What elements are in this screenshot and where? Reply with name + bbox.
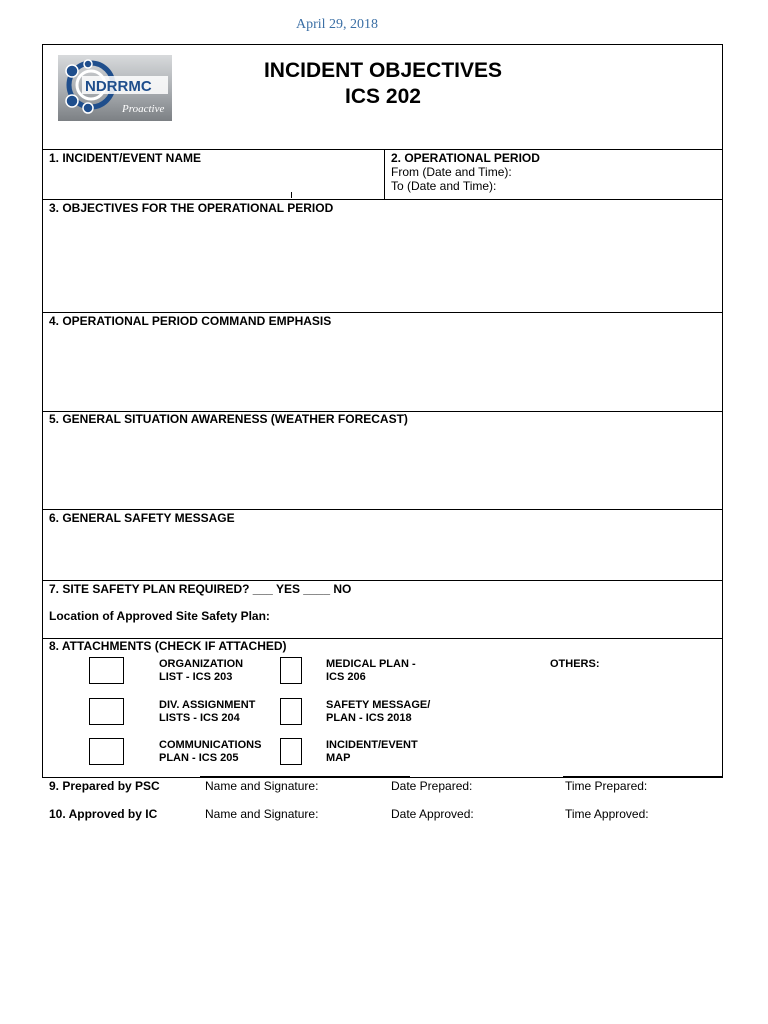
divider bbox=[43, 580, 722, 581]
divider bbox=[43, 149, 722, 150]
attachment-label-medical: MEDICAL PLAN - ICS 206 bbox=[326, 658, 416, 683]
date-approved[interactable]: Date Approved: bbox=[391, 807, 474, 821]
divider bbox=[43, 509, 722, 510]
attachment-checkbox[interactable] bbox=[89, 698, 124, 725]
approved-by-label: 10. Approved by IC bbox=[49, 807, 158, 821]
attachment-label-communications: COMMUNICATIONS PLAN - ICS 205 bbox=[159, 739, 262, 764]
prepared-by-label: 9. Prepared by PSC bbox=[49, 779, 160, 793]
form-title-line2: ICS 202 bbox=[345, 85, 421, 108]
operational-period-label: 2. OPERATIONAL PERIOD bbox=[391, 151, 540, 165]
attachment-checkbox[interactable] bbox=[280, 698, 302, 725]
attachment-others[interactable]: OTHERS: bbox=[550, 658, 600, 670]
attachment-label-safety-message: SAFETY MESSAGE/ PLAN - ICS 2018 bbox=[326, 699, 431, 724]
attachments-label: 8. ATTACHMENTS (CHECK IF ATTACHED) bbox=[49, 639, 287, 653]
attachment-checkbox[interactable] bbox=[280, 657, 302, 684]
approved-name-signature[interactable]: Name and Signature: bbox=[205, 807, 319, 821]
logo-text: NDRRMC bbox=[85, 78, 152, 95]
ndrrmc-logo bbox=[58, 55, 172, 121]
divider bbox=[291, 192, 292, 198]
attachment-label-incident-map: INCIDENT/EVENT MAP bbox=[326, 739, 418, 764]
form-title bbox=[183, 58, 583, 110]
site-safety-plan-location[interactable]: Location of Approved Site Safety Plan: bbox=[49, 609, 270, 623]
time-approved[interactable]: Time Approved: bbox=[565, 807, 649, 821]
period-from-field[interactable]: From (Date and Time): bbox=[391, 165, 512, 179]
incident-name-field[interactable]: 1. INCIDENT/EVENT NAME bbox=[49, 151, 202, 165]
divider bbox=[43, 312, 722, 313]
objectives-field[interactable]: 3. OBJECTIVES FOR THE OPERATIONAL PERIOD bbox=[49, 201, 334, 215]
divider bbox=[43, 199, 722, 200]
attachment-label-organization: ORGANIZATION LIST - ICS 203 bbox=[159, 658, 244, 683]
prepared-name-signature[interactable]: Name and Signature: bbox=[205, 779, 319, 793]
header-date: April 29, 2018 bbox=[296, 17, 379, 32]
attachment-checkbox[interactable] bbox=[280, 738, 302, 765]
date-prepared[interactable]: Date Prepared: bbox=[391, 779, 473, 793]
site-safety-plan-question[interactable]: 7. SITE SAFETY PLAN REQUIRED? ___ YES ____ NO bbox=[49, 582, 352, 596]
signature-line bbox=[200, 776, 410, 777]
command-emphasis-field[interactable]: 4. OPERATIONAL PERIOD COMMAND EMPHASIS bbox=[49, 314, 332, 328]
logo-emblem-icon bbox=[58, 55, 172, 121]
divider bbox=[384, 149, 385, 199]
situation-awareness-field[interactable]: 5. GENERAL SITUATION AWARENESS (WEATHER FORECAST) bbox=[49, 412, 408, 426]
safety-message-field[interactable]: 6. GENERAL SAFETY MESSAGE bbox=[49, 511, 235, 525]
attachment-label-div-assignment: DIV. ASSIGNMENT LISTS - ICS 204 bbox=[159, 699, 256, 724]
signature-line bbox=[563, 776, 723, 777]
attachment-checkbox[interactable] bbox=[89, 738, 124, 765]
form-title-line1: INCIDENT OBJECTIVES bbox=[263, 59, 503, 82]
period-to-field[interactable]: To (Date and Time): bbox=[391, 179, 497, 193]
attachment-checkbox[interactable] bbox=[89, 657, 124, 684]
logo-tagline: Proactive bbox=[122, 103, 165, 115]
time-prepared[interactable]: Time Prepared: bbox=[565, 779, 648, 793]
ics202-form bbox=[42, 44, 723, 778]
